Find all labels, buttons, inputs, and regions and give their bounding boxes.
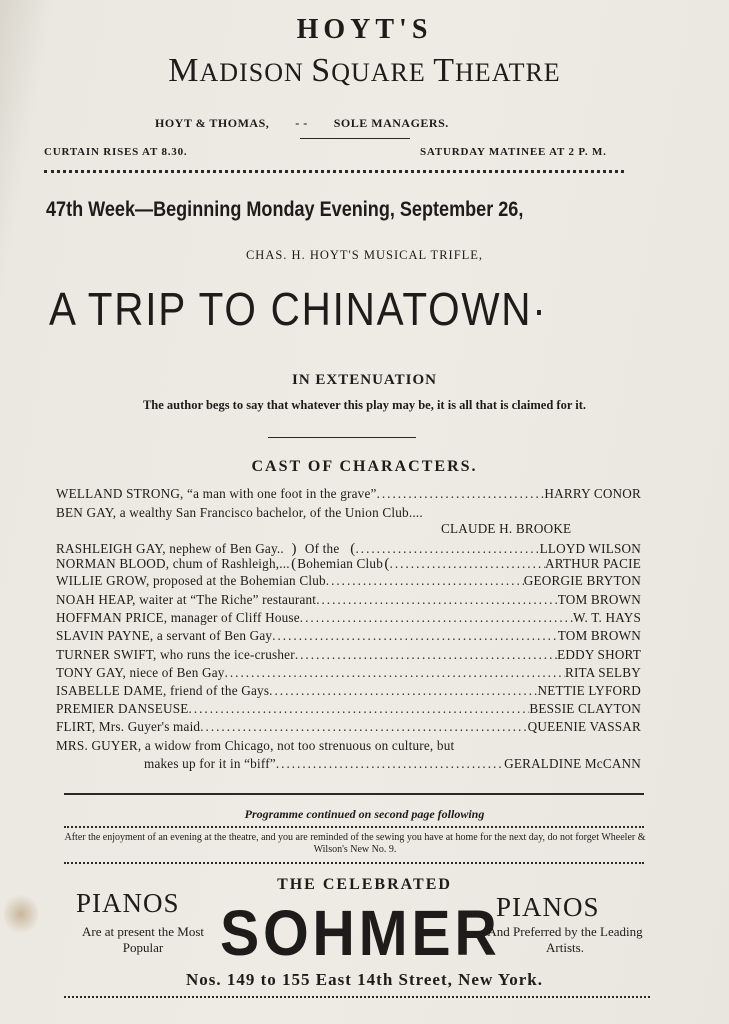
pianos-right: PIANOS bbox=[496, 892, 600, 922]
programme-continued: Programme continued on second page following bbox=[244, 807, 485, 821]
piano-address: Nos. 149 to 155 East 14th Street, New York. bbox=[185, 970, 543, 989]
managers-role: SOLE MANAGERS. bbox=[333, 116, 449, 130]
theatre-name: MADISON SQUARE THEATRE bbox=[168, 52, 561, 89]
after-bottom-dotted-rule bbox=[64, 862, 644, 864]
extenuation-text: The author begs to say that whatever this play may be, it is all that is claimed for it. bbox=[142, 398, 587, 412]
left-tagline: Are at present the Most Popular bbox=[81, 924, 205, 955]
cast-row: MRS. GUYER, a widow from Chicago, not too strenuous on culture, but bbox=[56, 738, 455, 753]
extenuation-heading: IN EXTENUATION bbox=[292, 372, 437, 388]
managers-dashes: - - bbox=[295, 116, 308, 130]
cast-actor: CLAUDE H. BROOKE bbox=[441, 521, 572, 536]
presenter-line: CHAS. H. HOYT'S MUSICAL TRIFLE, bbox=[245, 248, 484, 262]
theatre-owner: HOYT'S bbox=[296, 14, 433, 45]
sewing-advert: After the enjoyment of an evening at the theatre, and you are reminded of the sewing you have at home for the next day, do not forget Wheeler & Wilson's New No. 9. bbox=[64, 832, 646, 855]
cast-row: NORMAN BLOOD, chum of Rashleigh,... ( Bohemian Club ( ..... ARTHUR PACIE bbox=[56, 556, 641, 573]
header-dotted-rule bbox=[44, 170, 624, 173]
week-line: 47th Week—Beginning Monday Evening, September 26, bbox=[46, 198, 524, 221]
cast-heading: CAST OF CHARACTERS. bbox=[251, 458, 478, 475]
bracket-label: Of the bbox=[304, 541, 340, 556]
cast-row: WILLIE GROW, proposed at the Bohemian Club ..... GEORGIE BRYTON bbox=[56, 573, 641, 589]
cast-row: TURNER SWIFT, who runs the ice-crusher ..... EDDY SHORT bbox=[56, 647, 641, 663]
header-short-rule bbox=[300, 138, 410, 139]
sohmer-brand: SOHMER bbox=[220, 897, 501, 969]
cast-row: BEN GAY, a wealthy San Francisco bachelor, of the Union Club.... bbox=[56, 505, 423, 520]
cast-row: TONY GAY, niece of Ben Gay ..... RITA SELBY bbox=[56, 665, 641, 681]
cast-row: RASHLEIGH GAY, nephew of Ben Gay.. ) Of the ( ..... LLOYD WILSON bbox=[56, 541, 641, 558]
managers-line bbox=[155, 116, 449, 131]
cast-row: HOFFMAN PRICE, manager of Cliff House ..... W. T. HAYS bbox=[56, 610, 641, 626]
paper-stain bbox=[4, 892, 38, 936]
pianos-left: PIANOS bbox=[76, 888, 180, 918]
curtain-time: CURTAIN RISES AT 8.30. bbox=[44, 146, 188, 158]
celebrated-line: THE CELEBRATED bbox=[277, 876, 452, 893]
cast-row: ISABELLE DAME, friend of the Gays ..... NETTIE LYFORD bbox=[56, 683, 641, 699]
cast-row: FLIRT, Mrs. Guyer's maid ..... QUEENIE VASSAR bbox=[56, 719, 641, 735]
matinee-time: SATURDAY MATINEE AT 2 P. M. bbox=[420, 146, 607, 158]
cast-row: PREMIER DANSEUSE ..... BESSIE CLAYTON bbox=[56, 701, 641, 717]
cast-row: NOAH HEAP, waiter at “The Riche” restaurant ..... TOM BROWN bbox=[56, 592, 641, 608]
play-title: A TRIP TO CHINATOWN· bbox=[49, 283, 548, 335]
bottom-dotted-rule bbox=[64, 996, 650, 998]
cast-row: makes up for it in “biff” ..... GERALDINE McCANN bbox=[144, 756, 641, 772]
cast-row: WELLAND STRONG, “a man with one foot in the grave” ..... HARRY CONOR bbox=[56, 486, 641, 502]
after-top-dotted-rule bbox=[64, 826, 644, 828]
section-short-rule bbox=[268, 437, 416, 438]
footer-rule bbox=[64, 793, 644, 795]
cast-row: SLAVIN PAYNE, a servant of Ben Gay ..... TOM BROWN bbox=[56, 628, 641, 644]
managers-names: HOYT & THOMAS, bbox=[155, 116, 270, 130]
right-tagline: And Preferred by the Leading Artists. bbox=[487, 924, 643, 955]
bracket-label: Bohemian Club bbox=[297, 556, 383, 571]
